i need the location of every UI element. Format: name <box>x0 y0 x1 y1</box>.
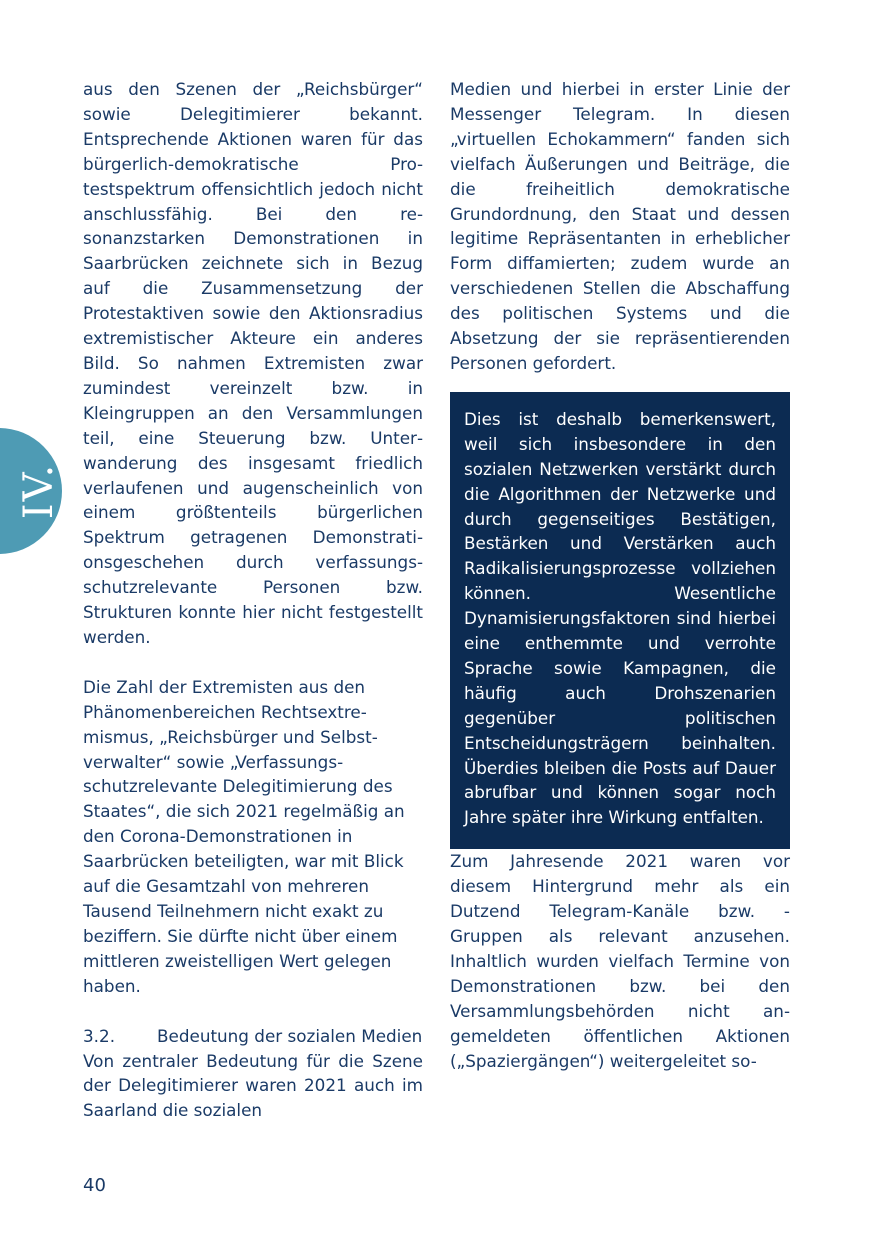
callout-text: Dies ist deshalb bemerkenswert, weil sich insbesondere in den sozialen Netzwerken verstärkt durch die Algorithmen der Netzwerke und durch gegenseitiges Bestätigen, Bestärken und Verstärken auch Radikalisierungsprozesse vollziehen können. Wesentliche Dynamisierungsfaktoren sind hierbei eine enthemmte und verrohte Sprache sowie Kampagnen, die häufig auch Drohszenarien gegenüber politischen Entscheidungsträgern beinhalten. Überdies bleiben die Posts auf Dauer abrufbar und können sogar noch Jahre später ihre Wirkung entfalten. <box>464 408 776 828</box>
callout-box <box>450 392 790 849</box>
section-number: 3.2. <box>83 1025 116 1046</box>
left-paragraph-3: Von zentraler Bedeutung für die Szene der Delegitimierer waren 2021 auch im Saarland die sozialen <box>83 1050 423 1121</box>
right-paragraph-2: Zum Jahresende 2021 waren vor diesem Hintergrund mehr als ein Dutzend Telegram-Kanäle bzw. -Gruppen als relevant anzusehen. Inhaltlich wurden vielfach Termine von Demonstrationen bzw. bei den Versammlungsbehörden nicht angemeldeten öffentlichen Aktionen („Spaziergängen“) weitergeleitet so- <box>450 851 790 1071</box>
page-number: 40 <box>83 1175 106 1196</box>
chapter-tab <box>0 428 62 554</box>
chapter-tab-label-wrap <box>16 428 62 554</box>
left-column <box>83 77 423 1123</box>
right-paragraph-1: Medien und hierbei in erster Linie der Messenger Telegram. In diesen „virtuellen Echokammern“ fanden sich vielfach Äußerungen und Beiträge, die die freiheitlich demokratische Grundordnung, den Staat und dessen legitime Repräsentanten in erheblicher Form diffamierten; zudem wurde an verschiedenen Stellen die Abschaffung des politischen Systems und die Absetzung der sie repräsentierenden Personen gefordert. <box>450 79 790 373</box>
right-column <box>450 77 790 1073</box>
section-heading <box>83 1024 423 1049</box>
left-paragraph-2: Die Zahl der Extremisten aus den Phänomenbereichen Rechtsextremismus, „Reichsbürger und Selbstverwalter“ sowie „Verfassungsschutzrelevante Delegitimierung des Staates“, die sich 2021 regelmäßig an den Corona-Demonstrationen in Saarbrücken beteiligten, war mit Blick auf die Gesamtzahl von mehreren Tausend Teilnehmern nicht exakt zu beziffern. Sie dürfte nicht über einem mittleren zweistelligen Wert gelegen haben. <box>83 676 405 996</box>
left-paragraph-1: aus den Szenen der „Reichsbürger“ sowie Delegitimierer bekannt. Entsprechende Aktionen waren für das bürgerlich-demokratische Protestspektrum offensichtlich jedoch nicht anschlussfähig. Bei den resonanzstarken Demonstrationen in Saarbrücken zeichnete sich in Bezug auf die Zusammensetzung der Protestaktiven sowie den Aktionsradius extremistischer Akteure ein anderes Bild. So nahmen Extremisten zwar zumindest vereinzelt bzw. in Kleingruppen an den Versammlungen teil, eine Steuerung bzw. Unterwanderung des insgesamt friedlich verlaufenen und augenscheinlich von einem größtenteils bürgerlichen Spektrum getragenen Demonstrationsgeschehen durch verfassungsschutzrelevante Personen bzw. Strukturen konnte hier nicht festgestellt werden. <box>83 79 423 647</box>
chapter-tab-label: IV. <box>16 462 63 520</box>
section-title: Bedeutung der sozialen Medien <box>157 1025 423 1046</box>
